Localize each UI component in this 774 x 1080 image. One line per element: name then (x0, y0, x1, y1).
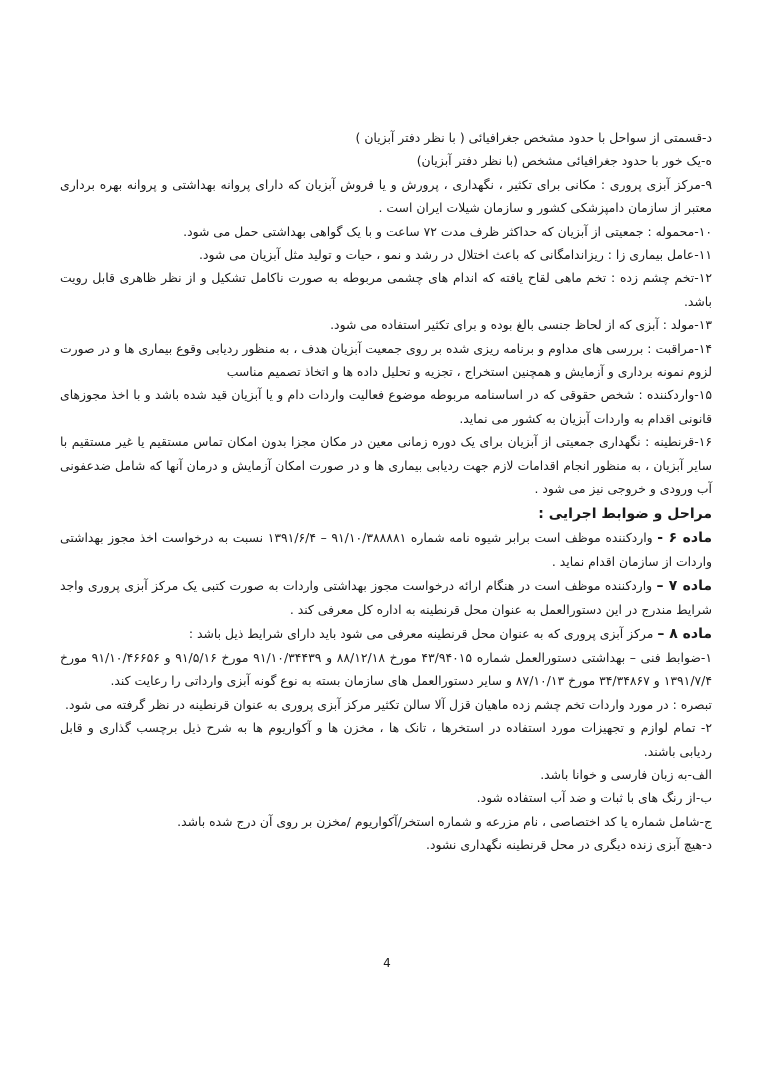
page-number: 4 (383, 956, 391, 970)
definition-9-aquaculture-center: ۹-مرکز آبزی پروری : مکانی برای تکثیر ، نگهداری ، پرورش و یا فروش آبزیان که دارای پروانه بهداشتی و پروانه بهره برداری معتبر از سازمان دامپزشکی کشور و سازمان شیلات ایران است . (60, 176, 712, 216)
definition-12-eyed-egg: ۱۲-تخم چشم زده : تخم ماهی لقاح یافته که اندام های چشمی مربوطه به صورت ناکامل تشکیل و از نظر ظاهری قابل رویت باشد. (60, 270, 712, 309)
document-body (60, 126, 712, 857)
article-8-text: مرکز آبزی پروری که به عنوان محل قرنطینه معرفی می شود باید دارای شرایط ذیل باشد : (188, 625, 658, 641)
definition-16-quarantine: ۱۶-قرنطینه : نگهداری جمعیتی از آبزیان برای یک دوره زمانی معین در مکان مجزا بدون امکان تماس مستقیم یا غیر مستقیم با سایر آبزیان ، به منظور انجام اقدامات لازم جهت ردیابی بیماری ها و در صورت امکان آزمایش و درمان آنها که شامل ضدعفونی آب ورودی و خروجی نیز می شود . (60, 434, 712, 497)
article-6-title: ماده ۶ - (657, 529, 713, 546)
condition-note: تبصره : در مورد واردات تخم چشم زده ماهیان قزل آلا سالن تکثیر مرکز آبزی پروری به عنوان قرنطینه در نظر گرفته می شود. (65, 696, 712, 712)
item-h-estuary: ه-یک خور با حدود جغرافیائی مشخص (با نظر دفتر آبزیان) (416, 153, 712, 169)
definition-11-pathogen: ۱۱-عامل بیماری زا : ریزاندامگانی که باعث اختلال در رشد و نمو ، حیات و تولید مثل آبزیان می شود. (199, 247, 712, 263)
article-6 (60, 526, 712, 574)
definition-13-broodstock: ۱۳-مولد : آبزی که از لحاظ جنسی بالغ بوده و برای تکثیر استفاده می شود. (330, 317, 712, 333)
article-8-title: ماده ۸ – (657, 625, 712, 642)
label-rule-jim: ج-شامل شماره یا کد اختصاصی ، نام مزرعه و شماره استخر/آکواریوم /مخزن بر روی آن درج شده باشد. (177, 813, 712, 829)
article-7 (60, 574, 712, 622)
article-6-text: واردکننده موظف است برابر شیوه نامه شماره ۹۱/۱۰/۳۸۸۸۸۱ – ۱۳۹۱/۶/۴ نسبت به درخواست اخذ مجوز بهداشتی واردات از سازمان اقدام نماید . (60, 529, 712, 570)
section-heading: مراحل و ضوابط اجرایی : (538, 505, 712, 522)
label-rule-alef: الف-به زبان فارسی و خوانا باشد. (540, 766, 712, 782)
article-7-text: واردکننده موظف است در هنگام ارائه درخواست مجوز بهداشتی واردات به صورت کتبی یک مرکز آبزی پروری واجد شرایط مندرج در این دستورالعمل به عنوان محل قرنطینه به اداره کل معرفی کند . (60, 577, 712, 618)
condition-1-technical: ۱-ضوابط فنی – بهداشتی دستورالعمل شماره ۴۳/۹۴۰۱۵ مورخ ۸۸/۱۲/۱۸ و ۹۱/۱۰/۳۴۴۳۹ مورخ ۹۱/۵/۱۶ و ۹۱/۱۰/۴۶۶۵۶ مورخ ۱۳۹۱/۷/۴ و ۳۴/۳۴۸۶۷ مورخ ۸۷/۱۰/۱۳ و سایر دستورالعمل های سازمان بسته به نوع گونه آبزی وارداتی را رعایت کند. (60, 649, 712, 689)
item-d-coastal-area: د-قسمتی از سواحل با حدود مشخص جغرافیائی ( با نظر دفتر آبزیان ) (355, 130, 712, 145)
article-8 (60, 622, 712, 646)
definition-15-importer: ۱۵-واردکننده : شخص حقوقی که در اساسنامه مربوطه موضوع فعالیت واردات دام و یا آبزیان قید شده باشد و با اخذ مجوزهای قانونی اقدام به واردات آبزیان به کشور می نماید. (60, 387, 712, 426)
article-7-title: ماده ۷ – (656, 577, 712, 594)
definition-10-shipment: ۱۰-محموله : جمعیتی از آبزیان که حداکثر ظرف مدت ۷۲ ساعت و با یک گواهی بهداشتی حمل می شود. (183, 223, 712, 239)
definition-14-surveillance: ۱۴-مراقبت : بررسی های مداوم و برنامه ریزی شده بر روی جمعیت آبزیان هدف ، به منظور ردیابی وقوع بیماری ها و در صورت لزوم نمونه برداری و آزمایش و همچنین استخراج ، تجزیه و تحلیل داده ها و اتخاذ تصمیم مناسب (60, 340, 712, 380)
rule-dal: د-هیچ آبزی زنده دیگری در محل قرنطینه نگهداری نشود. (426, 837, 712, 853)
label-rule-be: ب-از رنگ های با ثبات و ضد آب استفاده شود. (476, 790, 712, 806)
condition-2-equipment-labels: ۲- تمام لوازم و تجهیزات مورد استفاده در استخرها ، تانک ها ، مخزن ها و آکواریوم ها به شرح ذیل برچسب گذاری و قابل ردیابی باشند. (60, 720, 712, 759)
